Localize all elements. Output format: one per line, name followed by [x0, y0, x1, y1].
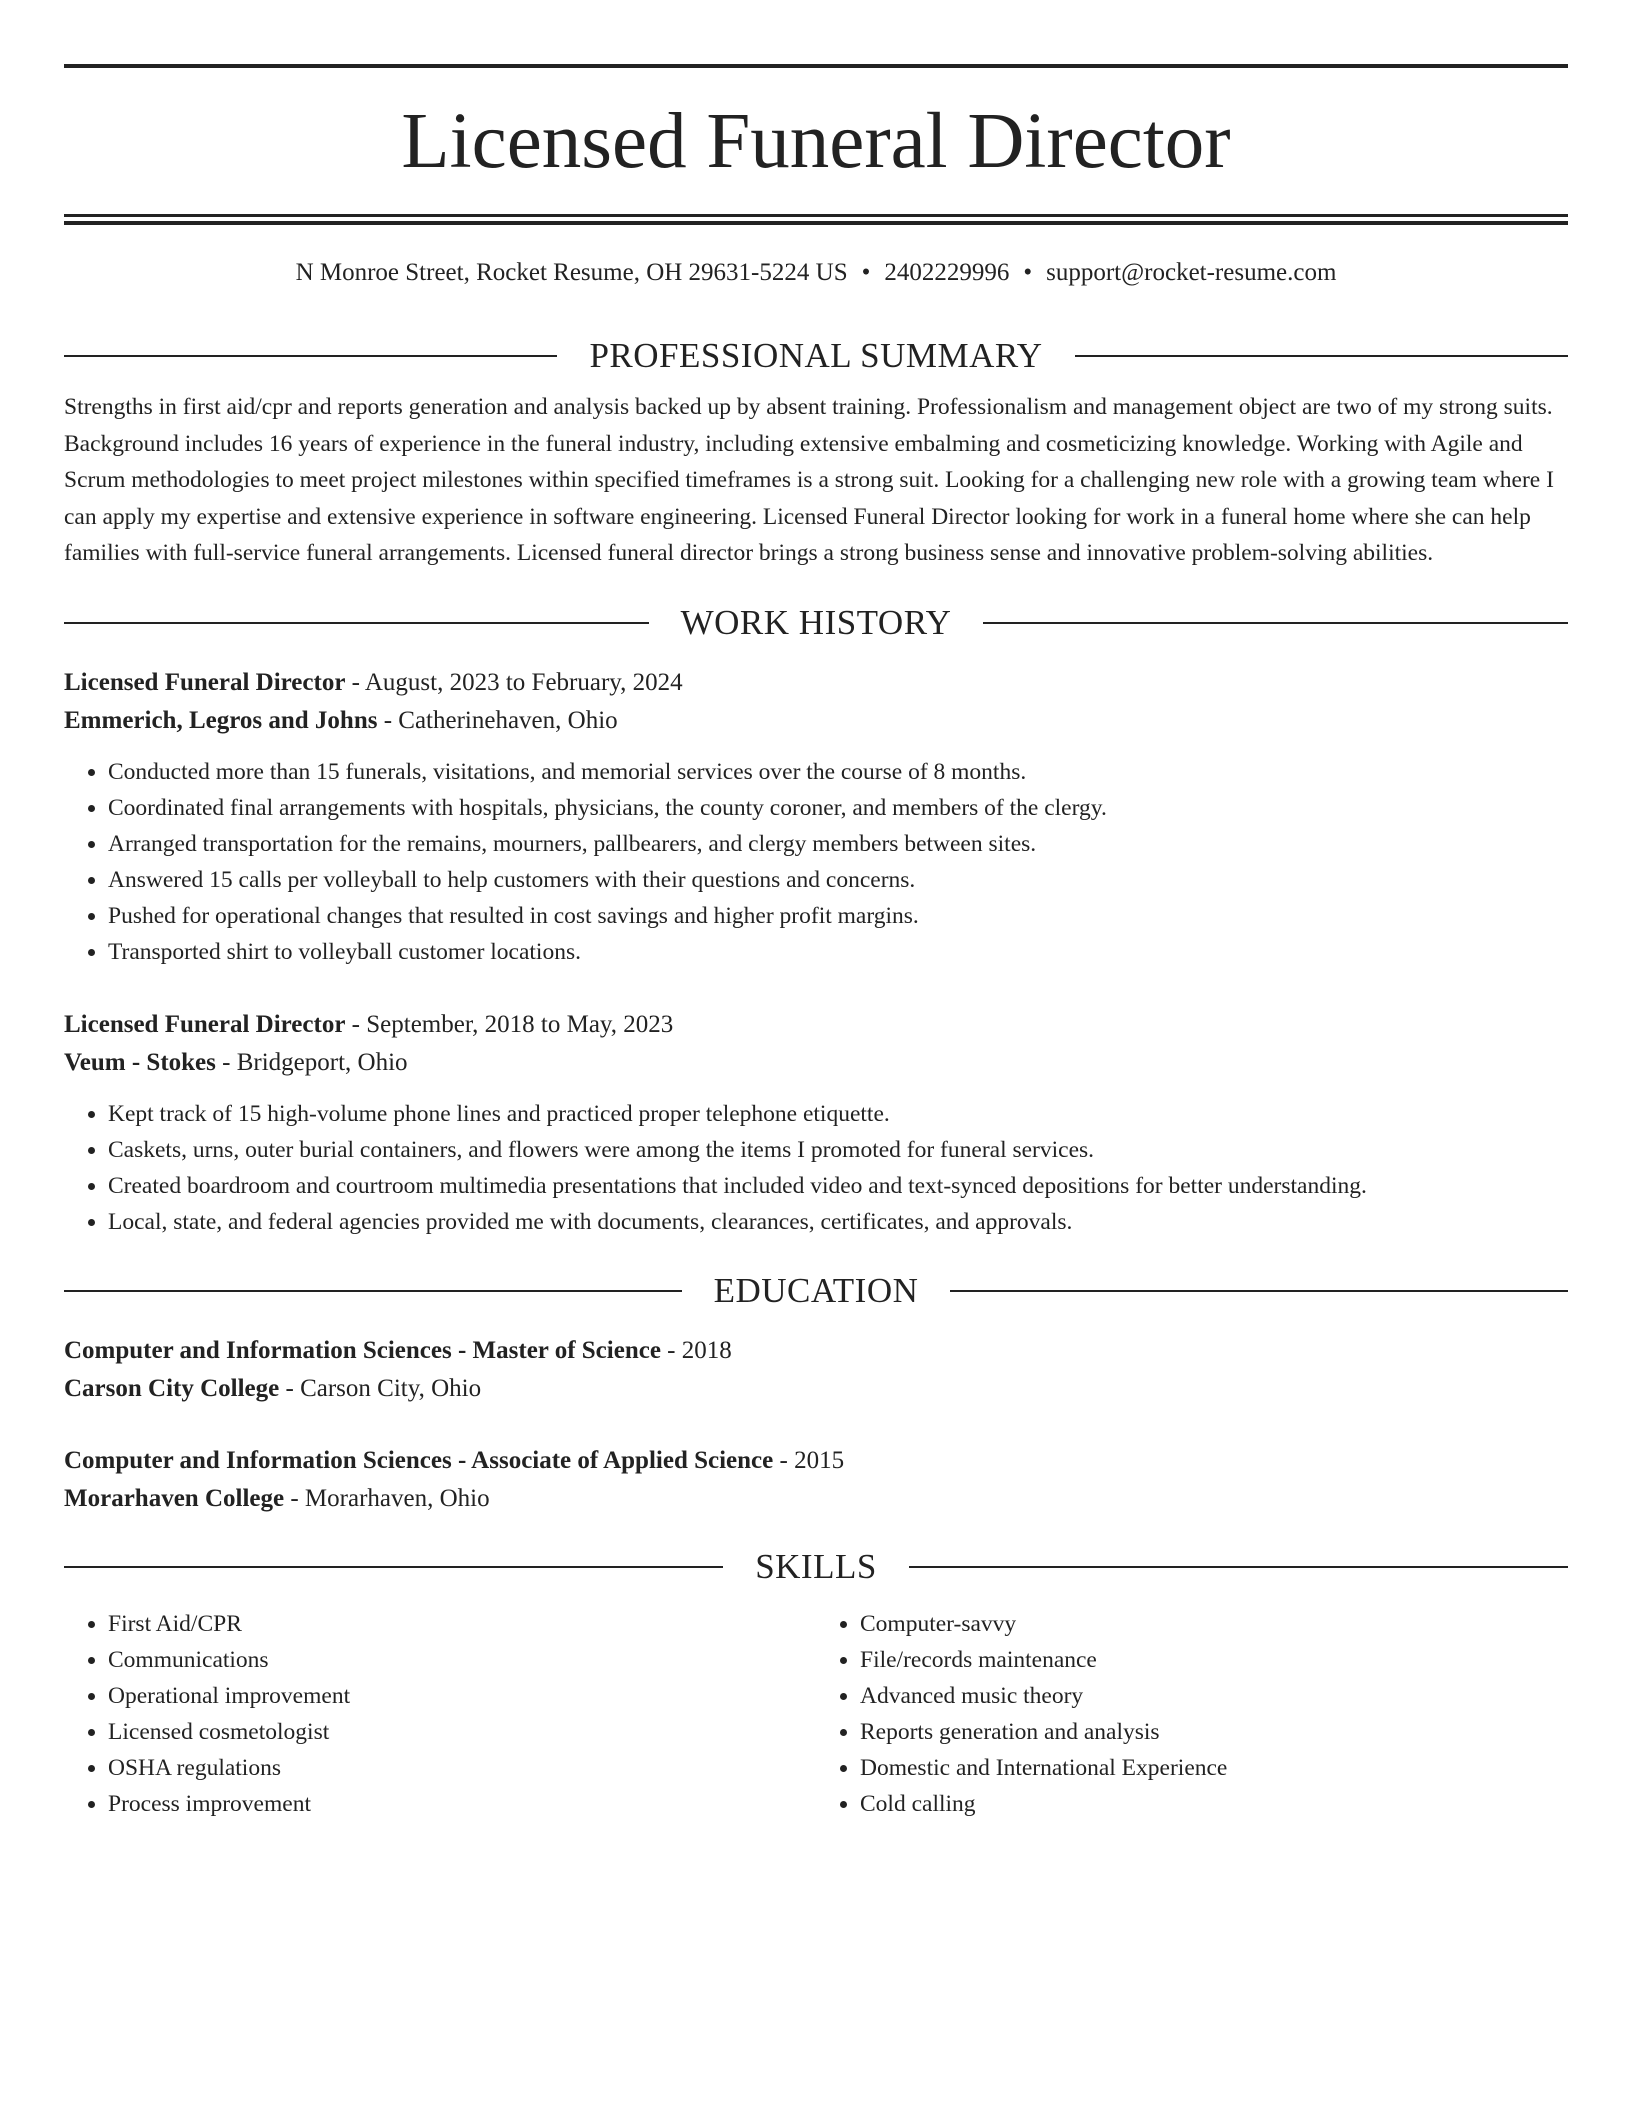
job-company: Emmerich, Legros and Johns: [64, 706, 378, 734]
job-dates: - September, 2018 to May, 2023: [345, 1010, 674, 1038]
skill-item: • File/records maintenance: [860, 1642, 1568, 1678]
section-heading-skills: [64, 1546, 1568, 1588]
job-bullet: • Pushed for operational changes that resulted in cost savings and higher profit margins.: [108, 898, 1568, 934]
section-heading-education: [64, 1270, 1568, 1312]
resume-page: [64, 64, 1568, 1822]
skill-item: • Process improvement: [108, 1786, 816, 1822]
job-title-line: [64, 1006, 1568, 1044]
job-company-line: [64, 1044, 1568, 1082]
job-bullet: • Local, state, and federal agencies provided me with documents, clearances, certificates, and approvals.: [108, 1204, 1568, 1240]
section-heading-summary: [64, 335, 1568, 377]
contact-line: [64, 259, 1568, 299]
skill-item: • First Aid/CPR: [108, 1606, 816, 1642]
heading-rule-right: [909, 1566, 1568, 1568]
job-bullet: • Caskets, urns, outer burial containers, and flowers were among the items I promoted for funeral services.: [108, 1132, 1568, 1168]
section-title: PROFESSIONAL SUMMARY: [589, 336, 1043, 375]
education-degree-line: [64, 1332, 1568, 1370]
job-location: - Bridgeport, Ohio: [215, 1048, 408, 1076]
job-bullets: [64, 754, 1568, 970]
job-bullet: • Created boardroom and courtroom multimedia presentations that included video and text-synced depositions for better understanding.: [108, 1168, 1568, 1204]
job-bullet: • Kept track of 15 high-volume phone lines and practiced proper telephone etiquette.: [108, 1096, 1568, 1132]
contact-address: N Monroe Street, Rocket Resume, OH 29631-5224 US: [295, 259, 848, 286]
job-entry: [64, 1006, 1568, 1240]
education-degree: Computer and Information Sciences - Associate of Applied Science: [64, 1446, 774, 1474]
job-title-line: [64, 664, 1568, 702]
heading-rule-left: [64, 1290, 682, 1292]
skill-item: • Communications: [108, 1642, 816, 1678]
education-school: Morarhaven College: [64, 1484, 285, 1512]
job-bullet: • Conducted more than 15 funerals, visitations, and memorial services over the course of 8 months.: [108, 754, 1568, 790]
skill-item: • OSHA regulations: [108, 1750, 816, 1786]
heading-rule-left: [64, 622, 649, 624]
education-school-line: [64, 1480, 1568, 1518]
contact-email: support@rocket-resume.com: [1046, 259, 1337, 286]
job-company-line: [64, 702, 1568, 740]
job-bullet: • Transported shirt to volleyball customer locations.: [108, 934, 1568, 970]
section-title: SKILLS: [755, 1546, 877, 1586]
resume-title: Licensed Funeral Director: [401, 98, 1231, 185]
heading-rule-right: [1075, 355, 1568, 357]
education-location: - Carson City, Ohio: [279, 1374, 482, 1402]
education-entry: [64, 1442, 1568, 1518]
heading-rule-left: [64, 355, 557, 357]
skill-item: • Advanced music theory: [860, 1678, 1568, 1714]
education-degree-line: [64, 1442, 1568, 1480]
skill-item: • Cold calling: [860, 1786, 1568, 1822]
skills-list-right: [816, 1606, 1568, 1822]
contact-separator: •: [1023, 259, 1033, 286]
education-year: - 2015: [773, 1446, 845, 1474]
top-rule: [64, 64, 1568, 68]
job-location: - Catherinehaven, Ohio: [377, 706, 618, 734]
contact-separator: •: [861, 259, 871, 286]
job-company: Veum - Stokes: [64, 1048, 216, 1076]
job-title: Licensed Funeral Director: [64, 668, 346, 696]
education-degree: Computer and Information Sciences - Master of Science: [64, 1336, 661, 1364]
section-title: WORK HISTORY: [680, 602, 952, 642]
job-entry: [64, 664, 1568, 970]
summary-text: Strengths in first aid/cpr and reports generation and analysis backed up by absent training. Professionalism and management object are two of my strong suits. Background includes 16 years of experience in the funeral industry, including extensive embalming and cosmeticizing knowledge. Working with Agile and Scrum methodologies to meet project milestones within specified timeframes is a strong suit. Looking for a challenging new role with a growing team where I can apply my expertise and extensive experience in software engineering. Licensed Funeral Director looking for work in a funeral home where she can help families with full-service funeral arrangements. Licensed funeral director brings a strong business sense and innovative problem-solving abilities.: [64, 394, 1554, 566]
heading-rule-right: [983, 622, 1568, 624]
skill-item: • Licensed cosmetologist: [108, 1714, 816, 1750]
education-location: - Morarhaven, Ohio: [284, 1484, 490, 1512]
title-double-rule: [64, 214, 1568, 225]
skills-list-left: [64, 1606, 816, 1822]
section-title: EDUCATION: [713, 1270, 919, 1310]
heading-rule-left: [64, 1566, 723, 1568]
skill-item: • Domestic and International Experience: [860, 1750, 1568, 1786]
skill-item: • Reports generation and analysis: [860, 1714, 1568, 1750]
education-entry: [64, 1332, 1568, 1408]
education-school-line: [64, 1370, 1568, 1408]
section-heading-work-history: [64, 602, 1568, 644]
job-dates: - August, 2023 to February, 2024: [345, 668, 683, 696]
job-bullets: [64, 1096, 1568, 1240]
job-title: Licensed Funeral Director: [64, 1010, 346, 1038]
job-bullet: • Arranged transportation for the remains, mourners, pallbearers, and clergy members between sites.: [108, 826, 1568, 862]
education-year: - 2018: [660, 1336, 732, 1364]
skills-columns: [64, 1606, 1568, 1822]
skill-item: • Computer-savvy: [860, 1606, 1568, 1642]
job-bullet: • Answered 15 calls per volleyball to help customers with their questions and concerns.: [108, 862, 1568, 898]
skill-item: • Operational improvement: [108, 1678, 816, 1714]
heading-rule-right: [950, 1290, 1568, 1292]
education-school: Carson City College: [64, 1374, 280, 1402]
job-bullet: • Coordinated final arrangements with hospitals, physicians, the county coroner, and members of the clergy.: [108, 790, 1568, 826]
contact-phone: 2402229996: [884, 259, 1010, 286]
